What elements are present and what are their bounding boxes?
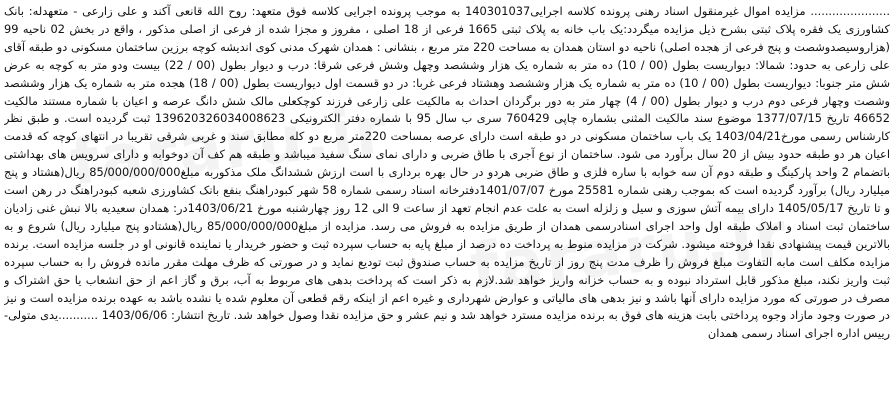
auction-notice-document (4, 3, 890, 407)
notice-paragraph: ...................... مزایده اموال غیرمنقول اسناد رهنی پرونده کلاسه اجرایی140301037 به موجب پرونده اجرایی کلاسه فوق متعهد: روح الله قانعی آکند و علی زارعی - متعهدله: بانک کشاورزی یک فقره پلاک ثبتی بشرح ذیل مزایده میگردد:یک باب خانه به پلاک ثبتی 1665 فرعی از 18 اصلی ، مفروز و مجزا شده از فرعی از اصلی مذکور ، واقع در بخش 02 ناحیه 99 (هزاروسیصدوشصت و پنج فرعی از هجده اصلی) ناحیه دو استان همدان به مساحت 220 متر مربع ، بنشانی : همدان شهرک مدنی کوی اندیشه کوچه برزین ساختمان مسکونی دو طبقه آقای علی زارعی به حدود: شمالا: دیواریست بطول (00 / 10) ده متر به شماره یک هزار وششصد وچهل وشش فرعی شرقا: درب و دیوار بطول (00 / 22) بیست ودو متر به کوچه به عرض شش متر جنوبا: دیواریست بطول (00 / 10) ده متر به شماره یک هزار وششصد وهشتاد فرعی غربا: در دو قسمت اول دیواریست بطول (00 / 18) هجده متر به شماره یک هزار وششصد وشصت وچهار فرعی دوم درب و دیوار بطول (00 / 4) چهار متر به دور برگردان احداث به مالکیت علی زارعی فرزند کوچکعلی مالک شش دانگ عرصه و اعیان با شماره مستند مالکیت 46652 تاریخ 1377/07/15 موضوع سند مالکیت المثنی بشماره چاپی 760429 سری ب سال 95 با شماره دفتر الکترونیکی 139620326034008623 ثبت گردیده است. و طبق نظر کارشناس رسمی مورخ1403/04/21 یک باب ساختمان مسکونی در دو طبقه است دارای عرصه بمساحت 220متر مربع دو کله مطابق سند و غربی شرقی تقریبا در انتهای کوچه که قدمت اعیان هر دو طبقه حدود بیش از 20 سال برآورد می شود. ساختمان از نوع آجری با طاق ضربی و دارای نمای سنگ سفید میباشد و طبقه هم کف آن دوخوابه و دارای سرویس های بهداشتی باتضمام 2 واحد پارکینگ و طبقه دوم آن سه خوابه با ساره فلزی و طاق ضربی هردو در حال بهره برداری با است ارزش ششدانگ ملک مذکوربه مبلغ85/000/000/000 ریال(هشتاد و پنج میلیارد ریال) برآورد گردیده است که بموجب رهنی شماره 25581 مورخ 1401/07/07دفترخانه اسناد رسمی شماره 58 شهر کبودراهنگ بنفع بانک کشاورزی شعبه کبودراهنگ در رهن است و تا تاریخ 1405/05/17 دارای بیمه آتش سوزی و سیل و زلزله است به علت عدم انجام تعهد از ساعت 9 الی 12 روز چهارشنبه مورخ 1403/06/21در: همدان سعیدیه بالا نبش غنی زادیان ساختمان ثبت اسناد و املاک طبقه اول واحد اجرای اسنادرسمی همدان از طریق مزایده به فروش می رسد. مزایده از مبلغ85/000/000/000 ریال(هشتادو پنج میلیارد ریال) شروع و به بالاترین قیمت پیشنهادی نقدا فروخته میشود. شرکت در مزایده منوط به پرداخت ده درصد از مبلغ پایه به حساب سپرده ثبت و حضور خریدار یا نماینده قانونی او در جلسه مزایده است. برنده مزایده مکلف است مابه التفاوت مبلغ فروش را ظرف مدت پنج روز از تاریخ مزایده به حساب صندوق ثبت تودیع نماید و در صورتی که ظرف مهلت مقرر مانده فروش را به حساب سپرده ثبت واریز نکند، مبلغ مذکور قابل استرداد نبوده و به حساب خزانه واریز خواهد شد.لازم به ذکر است که پرداخت بدهی های مربوط به آب، برق و گاز اعم از حق انشعاب یا حق اشتراک و مصرف در صورتی که مورد مزایده دارای آنها باشد و نیز بدهی های مالیاتی و عوارض شهرداری و غیره اعم از اینکه رقم قطعی آن معلوم شده یا نشده باشد به عهده برنده مزایده است و نیز در صورت وجود مازاد وجوه پرداختی بابت هزینه های فوق به برنده مزایده مسترد خواهد شد و نیم عشر و حق مزایده نقدا وصول خواهد شد. تاریخ انتشار: 1403/06/06 ...........یدی متولی- رییس اداره اجرای اسناد رسمی همدان (4, 4, 890, 341)
